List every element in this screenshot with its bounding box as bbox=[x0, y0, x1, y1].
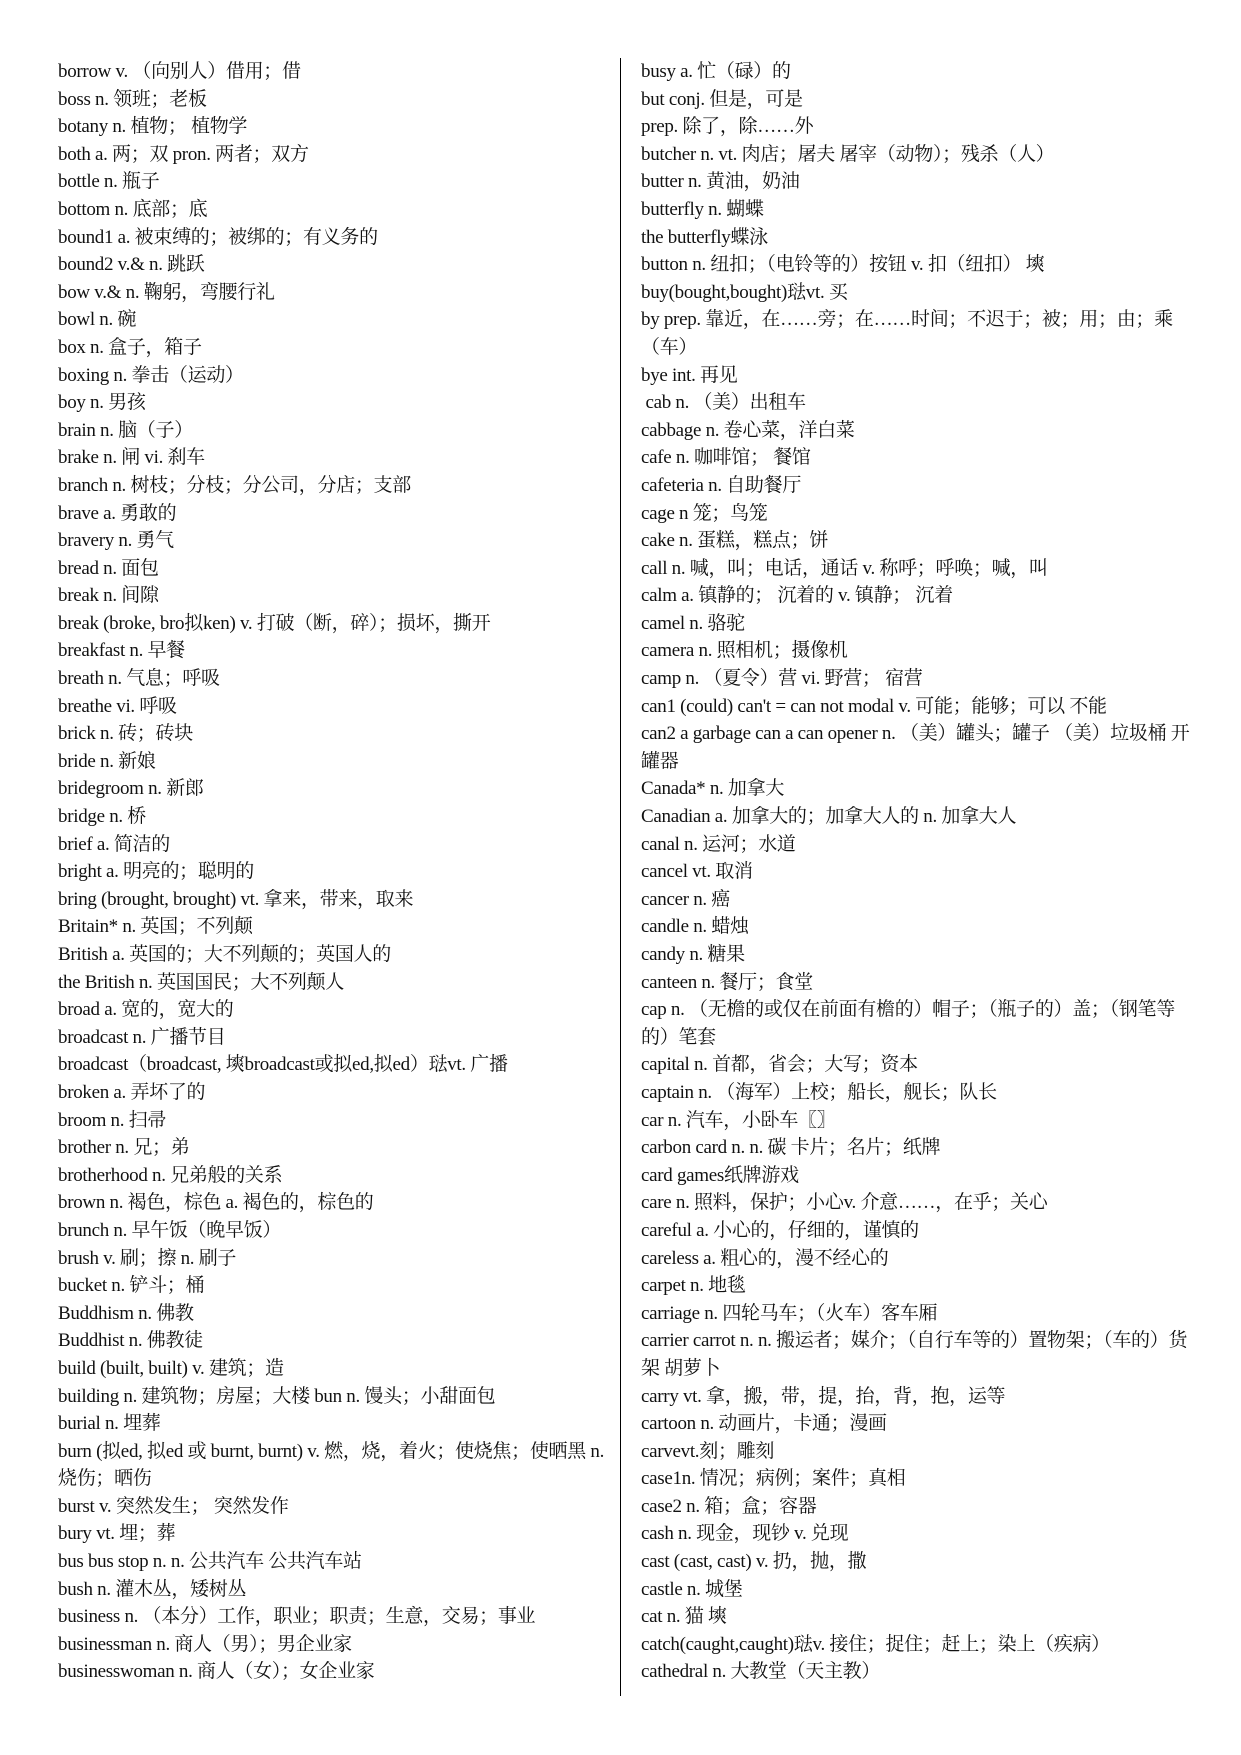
vocab-entry: can2 a garbage can a can opener n. （美）罐头；罐子 （美）垃圾桶 开罐器 bbox=[641, 723, 1190, 772]
vocab-entry: bound2 v.& n. 跳跃 bbox=[58, 254, 205, 276]
vocab-entry: carvevt.刻；雕刻 bbox=[641, 1440, 775, 1462]
vocab-entry: bucket n. 铲斗；桶 bbox=[58, 1275, 205, 1297]
vocab-entry: bring (brought, brought) vt. 拿来，带来，取来 bbox=[58, 888, 414, 910]
vocab-entry: boy n. 男孩 bbox=[58, 392, 146, 414]
vocab-entry: cathedral n. 大教堂（天主教） bbox=[641, 1661, 881, 1683]
vocab-entry: cash n. 现金，现钞 v. 兑现 bbox=[641, 1523, 849, 1545]
vocab-entry: candy n. 糖果 bbox=[641, 944, 745, 965]
vocab-entry: the British n. 英国国民；大不列颠人 bbox=[58, 971, 344, 993]
vocab-entry: box n. 盒子，箱子 bbox=[58, 336, 202, 358]
vocab-entry: break n. 间隙 bbox=[58, 585, 159, 607]
vocab-entry: break (broke, bro拟ken) v. 打破（断，碎）；损坏，撕开 bbox=[58, 612, 491, 634]
vocab-entry: brave a. 勇敢的 bbox=[58, 502, 177, 524]
vocab-entry: business n. （本分）工作，职业；职责；生意，交易；事业 bbox=[58, 1606, 536, 1628]
vocab-entry: card games纸牌游戏 bbox=[641, 1164, 799, 1186]
vocab-entry: capital n. 首都，省会；大写；资本 bbox=[641, 1054, 918, 1076]
vocab-entry: breath n. 气息；呼吸 bbox=[58, 668, 220, 690]
vocab-entry: bus bus stop n. n. 公共汽车 公共汽车站 bbox=[58, 1551, 362, 1573]
vocab-entry: camp n. （夏令）营 vi. 野营； 宿营 bbox=[641, 668, 923, 690]
vocab-entry: Buddhism n. 佛教 bbox=[58, 1302, 194, 1324]
vocab-entry: Buddhist n. 佛教徒 bbox=[58, 1330, 203, 1352]
vocab-entry: British a. 英国的；大不列颠的；英国人的 bbox=[58, 944, 391, 965]
vocab-entry: Canadian a. 加拿大的；加拿大人的 n. 加拿大人 bbox=[641, 806, 1017, 828]
vocab-entry: broom n. 扫帚 bbox=[58, 1109, 167, 1131]
vocab-entry: bright a. 明亮的；聪明的 bbox=[58, 861, 254, 883]
vocab-entry: cage n 笼；鸟笼 bbox=[641, 502, 768, 524]
vocab-entry: broadcast n. 广播节目 bbox=[58, 1026, 226, 1048]
vocab-entry: bread n. 面包 bbox=[58, 557, 159, 579]
vocab-entry: button n. 纽扣；（电铃等的）按钮 v. 扣（纽扣） 塽 bbox=[641, 254, 1045, 276]
vocab-entry: canteen n. 餐厅；食堂 bbox=[641, 971, 813, 993]
vocab-entry: borrow v. （向别人）借用；借 bbox=[58, 61, 301, 82]
vocab-entry: can1 (could) can't = can not modal v. 可能；能够；可以 不能 bbox=[641, 695, 1107, 717]
vocab-entry: businessman n. 商人（男）；男企业家 bbox=[58, 1633, 352, 1655]
vocab-entry: bow v.& n. 鞠躬，弯腰行礼 bbox=[58, 281, 275, 303]
vocab-entry: camel n. 骆驼 bbox=[641, 612, 745, 634]
vocab-entry: build (built, built) v. 建筑；造 bbox=[58, 1357, 284, 1379]
vocab-entry: cafeteria n. 自助餐厅 bbox=[641, 474, 802, 496]
vocab-entry: bowl n. 碗 bbox=[58, 309, 137, 331]
vocab-entry: cab n. （美）出租车 bbox=[641, 392, 806, 414]
vocab-entry: bottle n. 瓶子 bbox=[58, 171, 160, 193]
vocab-entry: carriage n. 四轮马车；（火车）客车厢 bbox=[641, 1302, 938, 1324]
vocab-entry: car n. 汽车，小卧车〖〗 bbox=[641, 1109, 836, 1131]
vocab-entry: burn (拟ed, 拟ed 或 burnt, burnt) v. 燃，烧，着火；使烧焦；使晒黑 n. 烧伤；晒伤 bbox=[58, 1440, 609, 1490]
vocab-entry: but conj. 但是，可是 bbox=[641, 88, 803, 110]
vocab-entry: careless a. 粗心的，漫不经心的 bbox=[641, 1247, 889, 1269]
vocab-entry: cabbage n. 卷心菜，洋白菜 bbox=[641, 419, 855, 441]
vocab-entry: businesswoman n. 商人（女）；女企业家 bbox=[58, 1661, 375, 1683]
vocab-entry: broad a. 宽的，宽大的 bbox=[58, 999, 234, 1021]
vocab-entry: bound1 a. 被束缚的；被绑的；有义务的 bbox=[58, 226, 378, 248]
vocab-entry: bush n. 灌木丛，矮树丛 bbox=[58, 1578, 247, 1600]
left-column bbox=[58, 58, 608, 1686]
vocab-entry: cancer n. 癌 bbox=[641, 888, 731, 910]
vocab-entry: botany n. 植物； 植物学 bbox=[58, 116, 248, 138]
vocab-entry: bride n. 新娘 bbox=[58, 750, 156, 772]
vocab-entry: breathe vi. 呼吸 bbox=[58, 695, 177, 717]
vocab-entry: brown n. 褐色，棕色 a. 褐色的，棕色的 bbox=[58, 1192, 374, 1214]
vocab-entry: cast (cast, cast) v. 扔，抛，撒 bbox=[641, 1551, 867, 1573]
vocab-entry: Canada* n. 加拿大 bbox=[641, 778, 785, 800]
vocab-entry: butterfly n. 蝴蝶 bbox=[641, 198, 764, 220]
vocab-entry: cancel vt. 取消 bbox=[641, 861, 753, 883]
vocab-entry: case1n. 情况；病例；案件；真相 bbox=[641, 1468, 906, 1490]
vocab-entry: buy(bought,bought)琺vt. 买 bbox=[641, 281, 848, 303]
vocab-entry: bottom n. 底部；底 bbox=[58, 198, 208, 220]
vocab-entry: camera n. 照相机；摄像机 bbox=[641, 640, 848, 662]
vocab-entry: cap n. （无檐的或仅在前面有檐的）帽子；（瓶子的）盖；（钢笔等的）笔套 bbox=[641, 999, 1175, 1048]
vocab-entry: boxing n. 拳击（运动） bbox=[58, 364, 244, 386]
vocab-entry: cartoon n. 动画片，卡通；漫画 bbox=[641, 1413, 887, 1435]
vocab-entry: cafe n. 咖啡馆； 餐馆 bbox=[641, 447, 811, 469]
vocab-entry: burial n. 埋葬 bbox=[58, 1413, 161, 1435]
vocab-entry: butter n. 黄油，奶油 bbox=[641, 171, 800, 193]
vocab-entry: brain n. 脑（子） bbox=[58, 419, 193, 441]
vocab-entry: care n. 照料，保护；小心v. 介意……，在乎；关心 bbox=[641, 1192, 1048, 1214]
vocab-entry: brother n. 兄；弟 bbox=[58, 1137, 190, 1159]
vocab-entry: Britain* n. 英国；不列颠 bbox=[58, 916, 253, 938]
vocab-entry: castle n. 城堡 bbox=[641, 1578, 743, 1600]
vocab-entry: carry vt. 拿，搬，带，提，抬，背，抱，运等 bbox=[641, 1385, 1006, 1407]
vocab-entry: broadcast（broadcast, 塽broadcast或拟ed,拟ed）琺vt. 广播 bbox=[58, 1054, 508, 1076]
vocab-entry: captain n. （海军）上校；船长，舰长；队长 bbox=[641, 1081, 997, 1103]
right-column bbox=[641, 58, 1196, 1686]
vocab-entry: brush v. 刷；擦 n. 刷子 bbox=[58, 1247, 237, 1269]
vocab-entry: brotherhood n. 兄弟般的关系 bbox=[58, 1164, 283, 1186]
vocab-entry: bravery n. 勇气 bbox=[58, 530, 174, 552]
vocab-entry: broken a. 弄坏了的 bbox=[58, 1081, 206, 1103]
vocab-entry: cat n. 猫 塽 bbox=[641, 1606, 727, 1628]
vocab-entry: carrier carrot n. n. 搬运者；媒介；（自行车等的）置物架；（车的）货架 胡萝卜 bbox=[641, 1330, 1188, 1379]
vocab-entry: case2 n. 箱；盒；容器 bbox=[641, 1495, 817, 1517]
vocab-entry: busy a. 忙（碌）的 bbox=[641, 61, 791, 82]
vocab-entry: bridegroom n. 新郎 bbox=[58, 778, 204, 800]
vocab-entry: both a. 两；双 pron. 两者；双方 bbox=[58, 143, 309, 165]
vocab-entry: building n. 建筑物；房屋；大楼 bun n. 馒头；小甜面包 bbox=[58, 1385, 496, 1407]
vocab-entry: prep. 除了，除……外 bbox=[641, 116, 814, 138]
vocab-entry: brunch n. 早午饭（晚早饭） bbox=[58, 1219, 282, 1241]
vocab-entry: candle n. 蜡烛 bbox=[641, 916, 749, 938]
vocab-entry: call n. 喊，叫；电话，通话 v. 称呼；呼唤；喊，叫 bbox=[641, 557, 1048, 579]
vocab-entry: breakfast n. 早餐 bbox=[58, 640, 185, 662]
vocab-entry: calm a. 镇静的； 沉着的 v. 镇静； 沉着 bbox=[641, 585, 953, 607]
vocab-entry: boss n. 领班；老板 bbox=[58, 88, 207, 110]
column-divider bbox=[620, 58, 621, 1696]
vocab-entry: canal n. 运河；水道 bbox=[641, 833, 796, 855]
vocab-entry: brake n. 闸 vi. 刹车 bbox=[58, 447, 205, 469]
vocab-entry: carbon card n. n. 碳 卡片；名片；纸牌 bbox=[641, 1137, 941, 1159]
vocab-entry: brief a. 简洁的 bbox=[58, 833, 170, 855]
vocab-entry: careful a. 小心的，仔细的，谨慎的 bbox=[641, 1219, 919, 1241]
vocab-entry: burst v. 突然发生； 突然发作 bbox=[58, 1495, 289, 1517]
vocab-entry: by prep. 靠近，在……旁；在……时间；不迟于；被；用；由；乘（车） bbox=[641, 309, 1173, 358]
vocab-entry: catch(caught,caught)琺v. 接住；捉住；赶上；染上（疾病） bbox=[641, 1633, 1110, 1655]
vocab-entry: bridge n. 桥 bbox=[58, 806, 146, 828]
vocab-entry: brick n. 砖；砖块 bbox=[58, 723, 193, 745]
vocab-entry: bye int. 再见 bbox=[641, 364, 738, 386]
vocab-entry: bury vt. 埋；葬 bbox=[58, 1523, 176, 1545]
vocab-entry: butcher n. vt. 肉店；屠夫 屠宰（动物）；残杀（人） bbox=[641, 143, 1055, 165]
vocab-entry: carpet n. 地毯 bbox=[641, 1275, 746, 1297]
vocab-entry: cake n. 蛋糕，糕点；饼 bbox=[641, 530, 829, 552]
vocab-entry: branch n. 树枝；分枝；分公司，分店；支部 bbox=[58, 474, 411, 496]
vocab-entry: the butterfly蝶泳 bbox=[641, 226, 768, 248]
